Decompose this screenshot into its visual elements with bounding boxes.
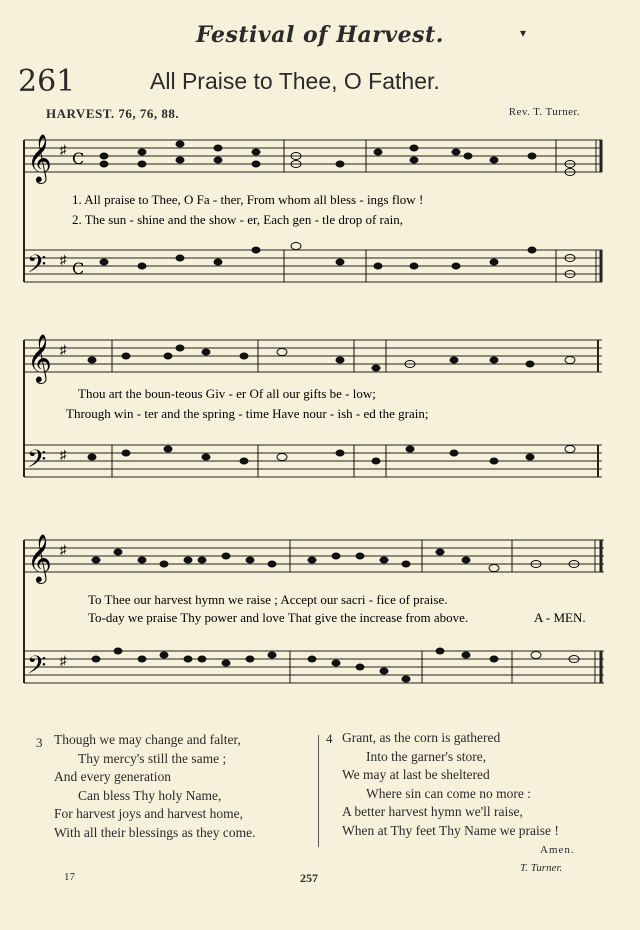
stanza-line: Grant, as the corn is gathered <box>342 730 501 745</box>
svg-text:𝄞: 𝄞 <box>27 333 52 382</box>
lyric-line-s2-v1: Thou art the boun-teous Giv - er Of all our gifts be - low; <box>78 386 376 401</box>
bass-staff-1 <box>24 250 602 282</box>
stanza-line: Though we may change and falter, <box>54 732 241 747</box>
stanza-line: When at Thy feet Thy Name we praise ! <box>342 822 559 838</box>
stanza-line: Where sin can come no more : <box>366 785 531 801</box>
treble-staff-2 <box>24 340 602 372</box>
stanza-number: 3 <box>36 735 43 750</box>
bass-clef-icon: 𝄢 <box>27 250 47 285</box>
stanza-number: 4 <box>326 731 333 746</box>
svg-text:𝄢: 𝄢 <box>27 651 47 686</box>
ornament-mark: ▾ <box>520 26 527 40</box>
treble-staff-1 <box>24 140 602 172</box>
stanza-line: We may at last be sheltered <box>342 767 490 783</box>
stanza-line: Into the garner's store, <box>366 748 487 764</box>
hymn-number: 261 <box>18 64 76 99</box>
page-number: 257 <box>300 871 318 885</box>
amen-tag: Amen. <box>540 844 575 856</box>
music-system-1 <box>0 120 640 300</box>
stanza-line: With all their blessings as they come. <box>54 824 256 840</box>
running-head: Festival of Harvest. <box>196 22 444 48</box>
stanza-line: For harvest joys and harvest home, <box>54 806 243 822</box>
svg-text:♯: ♯ <box>60 252 67 267</box>
common-time-icon: C <box>72 149 85 168</box>
lyric-line-s3-v2: To-day we praise Thy power and love That give the increase from above. <box>88 610 469 625</box>
lyric-line-s2-v2: Through win - ter and the spring - time Have nour - ish - ed the grain; <box>66 406 429 421</box>
svg-text:𝄞: 𝄞 <box>27 533 52 582</box>
signature-mark: 17 <box>64 871 75 883</box>
svg-text:♯: ♯ <box>60 342 67 357</box>
lyric-line-s1-v1: 1. All praise to Thee, O Fa - ther, From whom all bless - ings flow ! <box>72 192 424 207</box>
music-system-3 <box>0 518 640 698</box>
stanza-line: A better harvest hymn we'll raise, <box>342 804 523 820</box>
author-credit: Rev. T. Turner. <box>508 106 580 118</box>
stanza-line: Can bless Thy holy Name, <box>78 787 222 803</box>
music-system-2 <box>0 320 640 500</box>
key-signature: ♯ <box>60 142 67 157</box>
treble-clef-icon: 𝄞 <box>27 133 52 182</box>
column-divider <box>318 735 319 847</box>
lyric-line-s1-v2: 2. The sun - shine and the show - er, Each gen - tle drop of rain, <box>72 212 404 227</box>
bass-staff-2 <box>24 445 602 477</box>
svg-text:♯: ♯ <box>60 447 67 462</box>
treble-staff-3 <box>24 540 604 572</box>
hymn-title: All Praise to Thee, O Father. <box>150 68 440 94</box>
stanza-line: And every generation <box>54 769 171 785</box>
svg-text:𝄢: 𝄢 <box>27 445 47 480</box>
svg-text:C: C <box>72 259 85 278</box>
amen-lyric: A - MEN. <box>534 610 586 625</box>
svg-text:♯: ♯ <box>60 542 67 557</box>
tune-meter: HARVEST. 76, 76, 88. <box>46 106 180 121</box>
stanza-line: Thy mercy's still the same ; <box>78 750 227 766</box>
notes-system-1 <box>100 140 575 282</box>
lyric-line-s3-v1: To Thee our harvest hymn we raise ; Accept our sacri - fice of praise. <box>88 592 448 607</box>
svg-text:♯: ♯ <box>60 653 67 668</box>
composer-signature: T. Turner. <box>520 862 563 874</box>
